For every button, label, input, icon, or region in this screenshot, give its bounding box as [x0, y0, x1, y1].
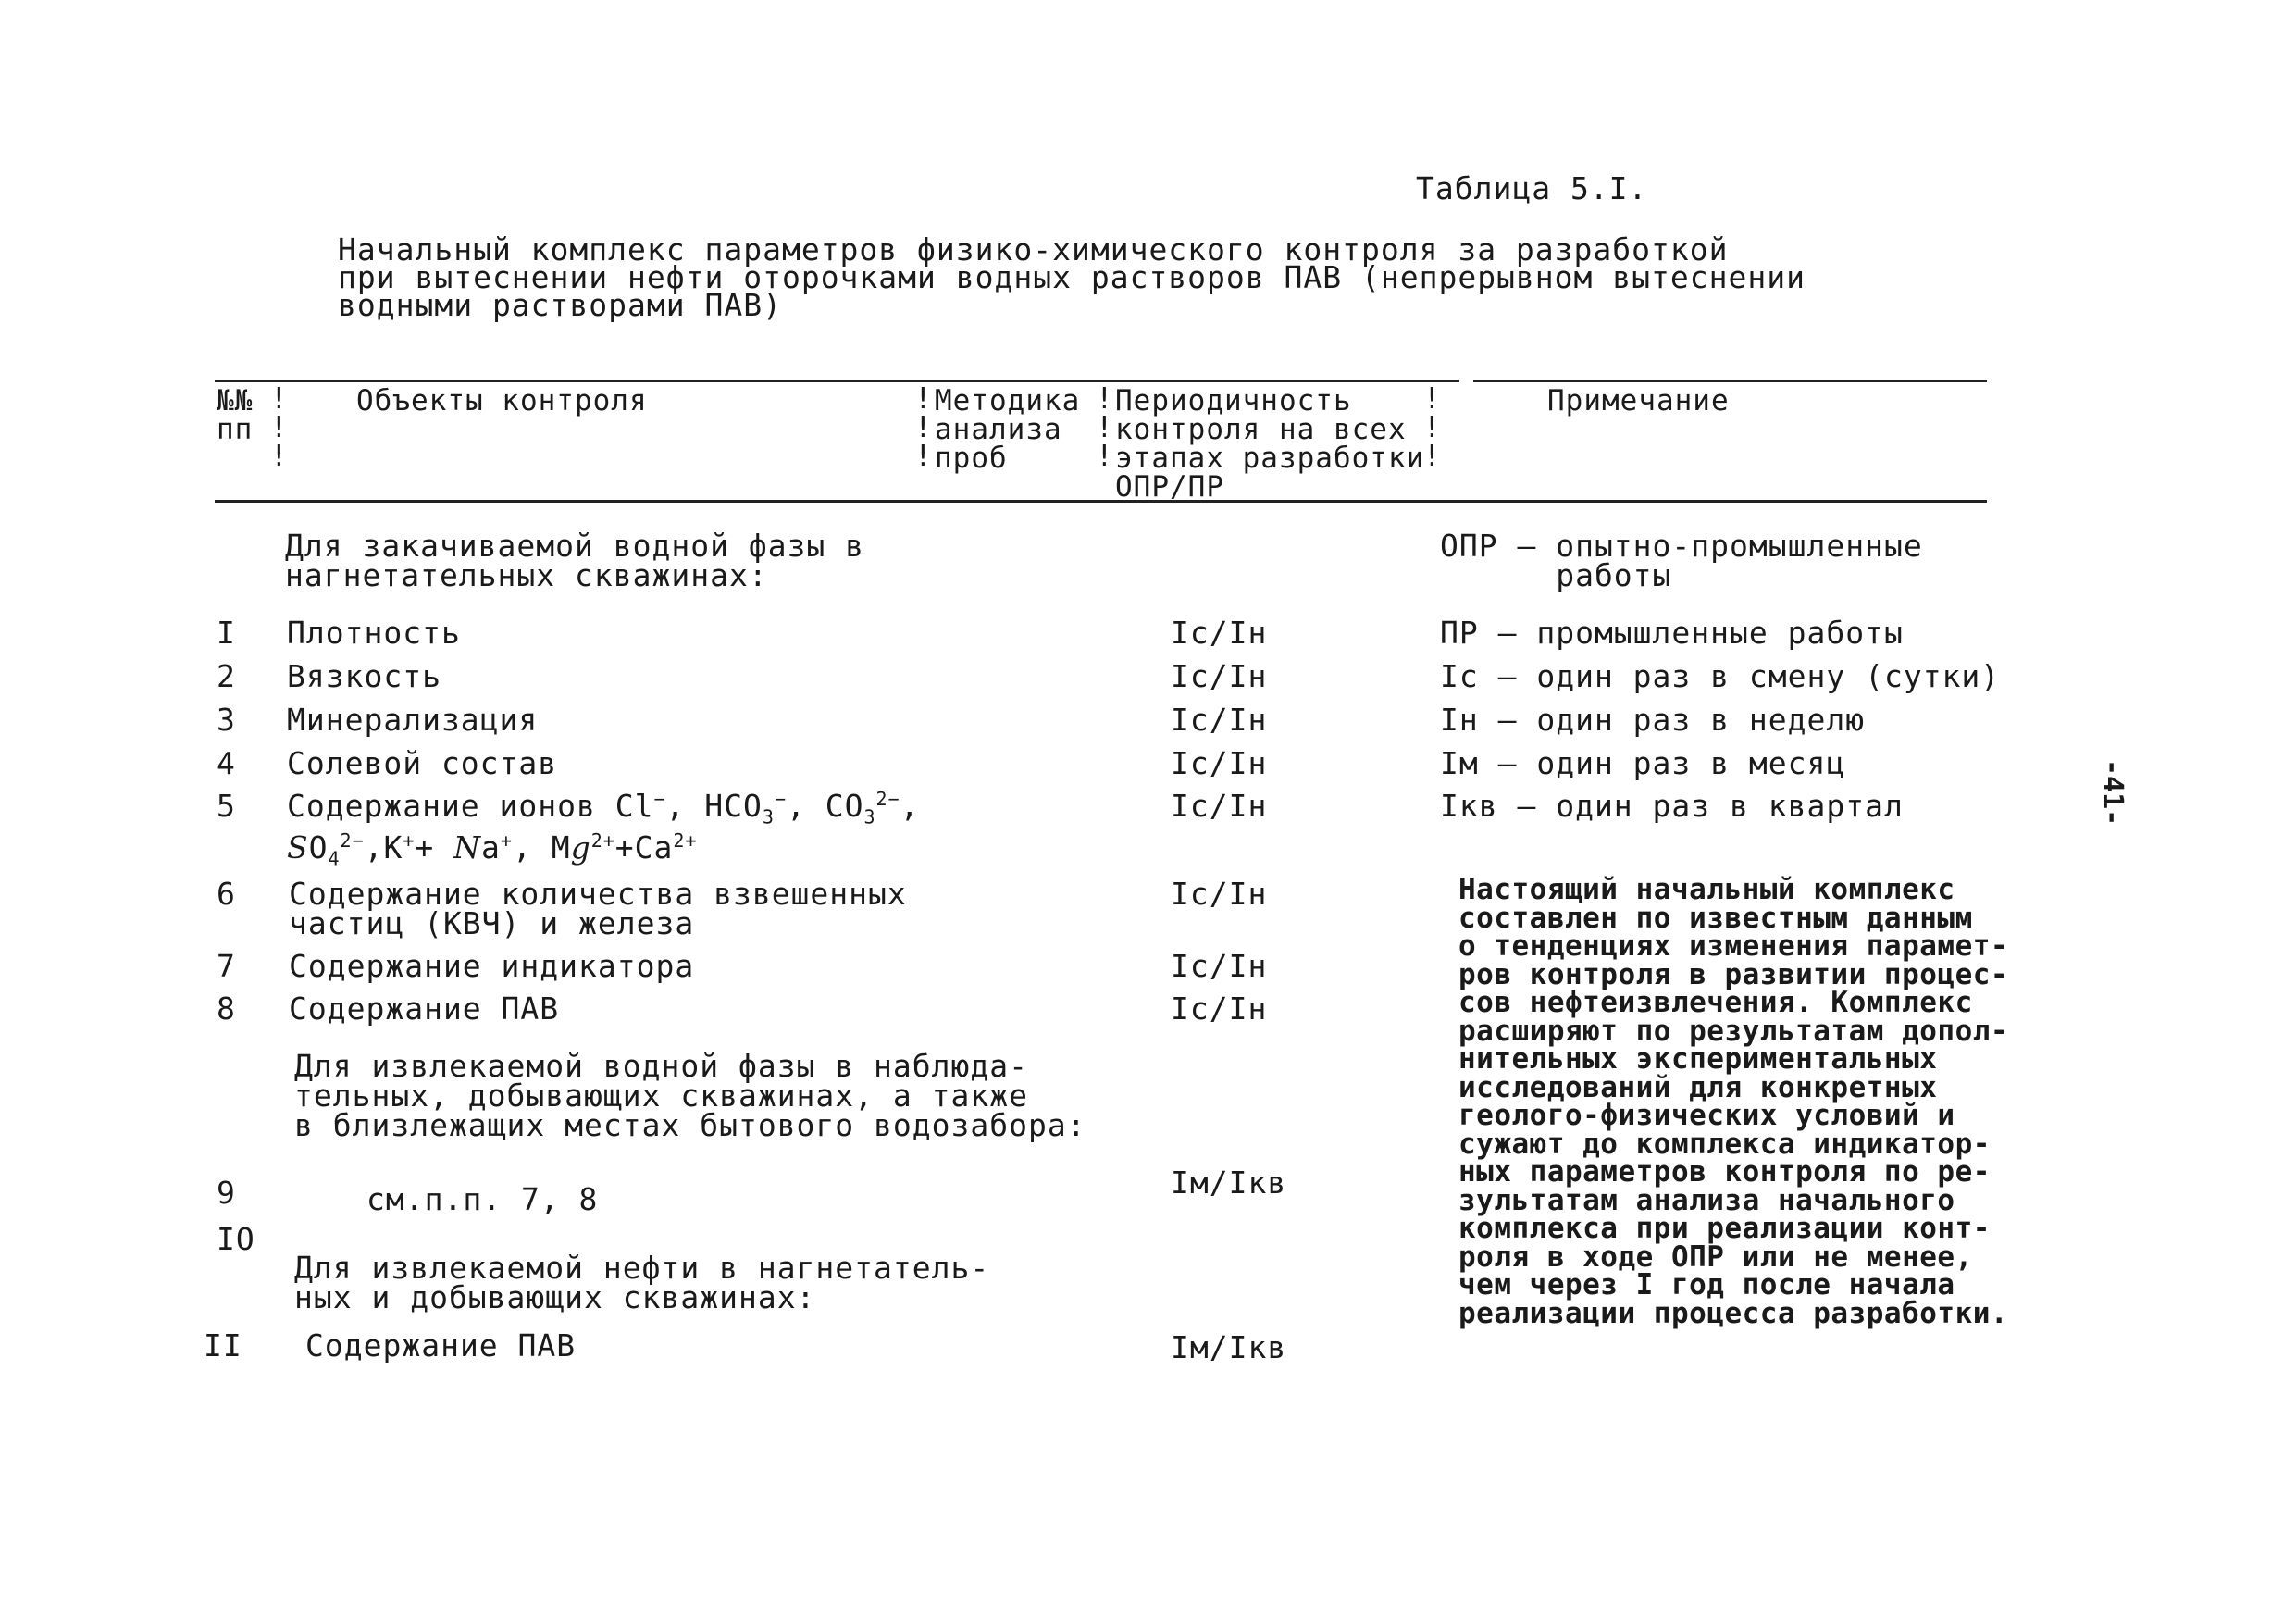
note-paragraph: Настоящий начальный комплекс составлен по известным данным о тенденциях изменения парамет- ров контроля в развитии процес- сов нефтеизвлечения. Комплекс расширяют по результатам допол- нительных экспериментальных исследований для конкретных геолого-физических условий и сужают до комплекса индикатор- ных параметров контроля по ре- зультатам анализа начального комплекса при реализации конт- роля в ходе ОПР или не менее, чем через I год после начала реализации процесса разработки. — [1458, 873, 2009, 1330]
ions-prefix: Содержание ионов — [287, 788, 596, 824]
row-object: см.п.п. 7, 8 — [366, 1181, 599, 1217]
row-object-ions: Содержание ионов Cl−, $HCO_3^-$, $CO_3^{2-}$, — [287, 788, 920, 828]
legend-ikv: Iкв – один раз в квартал — [1440, 788, 1904, 824]
row-object: Вязкость — [287, 658, 441, 694]
row-num: I — [217, 615, 236, 651]
row-object: Минерализация — [287, 702, 539, 738]
row-period: Iс/Iн — [1171, 615, 1268, 651]
row-num: II — [204, 1327, 242, 1364]
title-line-1: Начальный комплекс параметров физико-химического контроля за разработкой — [338, 231, 1729, 268]
row-num: 5 — [217, 788, 236, 824]
row-num: 6 — [217, 876, 236, 912]
legend-in: Iн – один раз в неделю — [1440, 702, 1866, 738]
table-label: Таблица 5.I. — [1416, 170, 1648, 206]
row-period: Iс/Iн — [1171, 788, 1268, 824]
row-period: Iс/Iн — [1171, 745, 1268, 781]
header-note: Примечание — [1547, 384, 1730, 417]
header-method: Методика анализа проб — [935, 384, 1081, 475]
row-num: 7 — [217, 948, 236, 984]
header-bottom-rule — [215, 500, 1459, 503]
row-num: 9 IO — [217, 1175, 255, 1257]
header-num: №№ пп — [217, 384, 254, 446]
row-num: 3 — [217, 702, 236, 738]
row-num: 8 — [217, 990, 236, 1027]
title-line-3: водными растворами ПАВ) — [338, 287, 782, 323]
row-num: 2 — [217, 658, 236, 694]
row-object: Плотность — [287, 615, 461, 651]
legend-im: Iм – один раз в месяц — [1440, 745, 1846, 781]
header-objects: Объекты контроля — [356, 384, 648, 417]
section-extracted-oil: Для извлекаемой нефти в нагнетатель- ных и добывающих скважинах: — [294, 1250, 990, 1315]
row-object: Солевой состав — [287, 745, 558, 781]
col-sep-1: ! ! ! — [270, 382, 288, 473]
col-sep-3: ! ! ! — [1096, 382, 1113, 473]
row-object: Содержание ПАВ — [305, 1327, 577, 1364]
row-object: Содержание количества взвешенных частиц (КВЧ) и железа — [289, 876, 907, 941]
legend-opr: ОПР – опытно-промышленные работы — [1440, 528, 1923, 593]
col-sep-2: ! ! ! — [914, 382, 932, 473]
col-sep-4: ! ! ! — [1423, 382, 1441, 473]
section-injected-water: Для закачиваемой водной фазы в нагнетательных скважинах: — [285, 528, 865, 593]
header-top-rule — [215, 380, 1459, 382]
row-period: Iм/Iкв — [1171, 1329, 1287, 1365]
row-num: 4 — [217, 745, 236, 781]
row-period: Iс/Iн — [1171, 702, 1268, 738]
page-number: -41- — [2096, 759, 2128, 827]
title-line-2: при вытеснении нефти оторочками водных растворов ПАВ (непрерывном вытеснении — [338, 259, 1806, 295]
legend-pr: ПР – промышленные работы — [1440, 615, 1904, 651]
row-object-ions-line2: $SO_4^{2-},K^++ Na^+$, $Mg^{2+}+Ca^{2+}$ — [287, 829, 698, 870]
header-top-rule-right — [1473, 380, 1987, 382]
row-period: Iс/Iн — [1171, 658, 1268, 694]
row-object: Содержание индикатора — [289, 948, 695, 984]
row-period: Iс/Iн — [1171, 948, 1268, 984]
row-period: Iс/Iн — [1171, 990, 1268, 1027]
row-object: Содержание ПАВ — [289, 990, 560, 1027]
section-extracted-water: Для извлекаемой водной фазы в наблюда- тельных, добывающих скважинах, а также в близлежащих местах бытового водозабора: — [294, 1048, 1086, 1143]
header-bottom-rule-right — [1444, 500, 1987, 503]
row-period: Iм/Iкв — [1171, 1164, 1287, 1201]
legend-ic: Iс – один раз в смену (сутки) — [1440, 658, 2001, 694]
row-period: Iс/Iн — [1171, 876, 1268, 912]
header-period: Периодичность контроля на всех этапах разработки ОПР/ПР — [1115, 384, 1425, 504]
